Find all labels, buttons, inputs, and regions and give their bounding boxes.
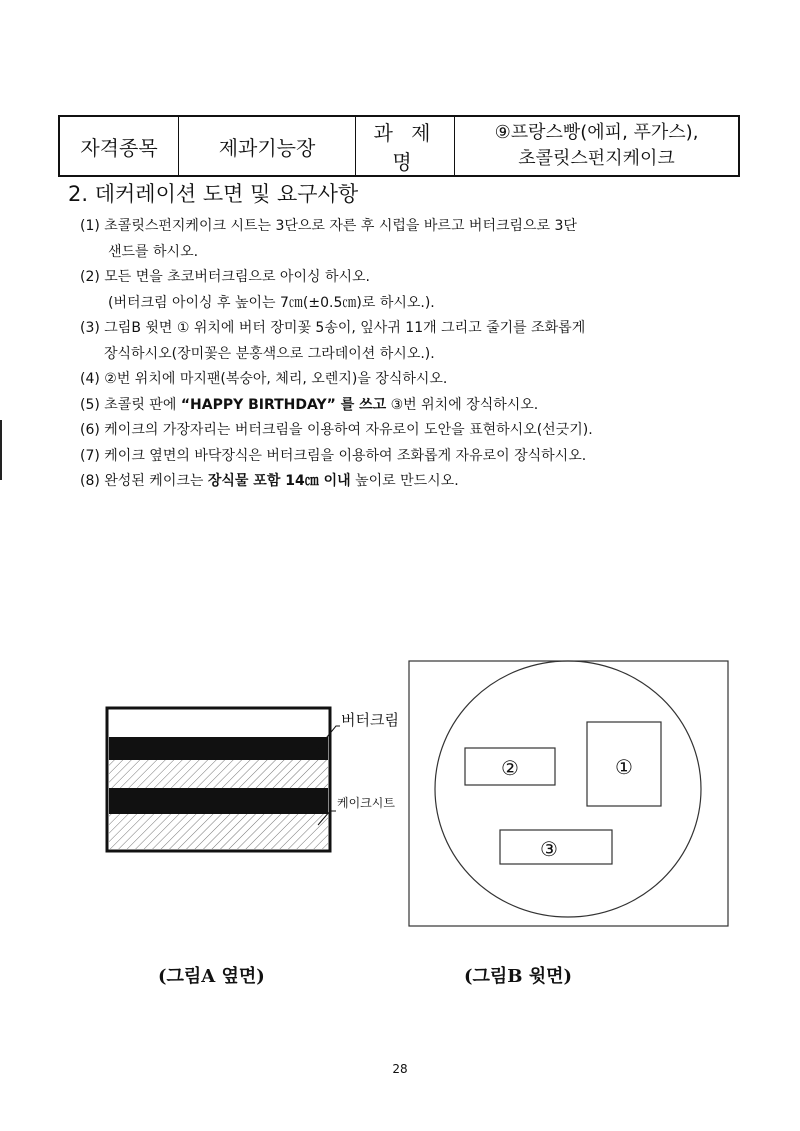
requirement-1-line2: 샌드를 하시오. [108, 243, 199, 260]
figure-b-caption: (그림B 윗면) [464, 966, 573, 987]
figure-a-side-view [107, 708, 399, 851]
cake-sheet-layer-middle [109, 760, 328, 788]
cake-sheet-layer-bottom [109, 814, 328, 849]
requirement-4: (4) ②번 위치에 마지팬(복숭아, 체리, 오렌지)을 장식하시오. [80, 371, 448, 387]
requirement-5-text-end: ③번 위치에 장식하시오. [386, 396, 539, 413]
requirement-6: (6) 케이크의 가장자리는 버터크림을 이용하여 자유로이 도안을 표현하시오(선긋기). [80, 422, 593, 438]
requirement-8-text-end: 높이로 만드시오. [350, 473, 459, 489]
requirement-3-line1: (3) 그림B 윗면 ① 위치에 버터 장미꽃 5송이, 잎사귀 11개 그리고 줄기를 조화롭게 [80, 320, 586, 336]
task-title-label: 과 제 명 [356, 116, 455, 176]
section-title: 2. 데커레이션 도면 및 요구사항 [68, 182, 359, 206]
buttercream-label: 버터크림 [341, 711, 399, 729]
task-title-line1: ⑨프랑스빵(에피, 푸가스), [494, 122, 699, 143]
buttercream-layer-bottom [109, 788, 328, 814]
figure-b-top-view [409, 661, 728, 926]
figure-a-caption: (그림A 옆면) [158, 966, 265, 987]
requirement-3-line2: 장식하시오(장미꽃은 분홍색으로 그라데이션 하시오.). [104, 345, 435, 362]
position-1-label: ① [615, 755, 633, 779]
cakesheet-label: 케이크시트 [337, 796, 395, 810]
position-3-label: ③ [540, 837, 558, 861]
buttercream-layer-top [109, 737, 328, 760]
requirement-8-text: (8) 완성된 케이크는 [80, 473, 208, 489]
requirement-5-text: (5) 초콜릿 판에 [80, 396, 181, 413]
position-2-label: ② [501, 756, 519, 780]
category-label: 자격종목 [59, 116, 179, 176]
requirement-1-line1: (1) 초콜릿스펀지케이크 시트는 3단으로 자른 후 시럽을 바르고 버터크림으로 3단 [80, 218, 577, 234]
requirement-5-emphasis: “HAPPY BIRTHDAY” 를 쓰고 [180, 396, 387, 413]
top-view-frame [409, 661, 728, 926]
requirement-2-line2: (버터크림 아이싱 후 높이는 7㎝(±0.5㎝)로 하시오.). [108, 294, 435, 311]
category-value: 제과기능장 [179, 116, 356, 176]
page-number: 28 [392, 1062, 408, 1076]
requirement-2-line1: (2) 모든 면을 초코버터크림으로 아이싱 하시오. [80, 269, 370, 285]
requirement-8-emphasis: 장식물 포함 14㎝ 이내 [207, 473, 351, 489]
requirement-7: (7) 케이크 옆면의 바닥장식은 버터크림을 이용하여 조화롭게 자유로이 장식하시오. [80, 447, 587, 464]
task-title-line2: 초콜릿스펀지케이크 [518, 148, 675, 169]
